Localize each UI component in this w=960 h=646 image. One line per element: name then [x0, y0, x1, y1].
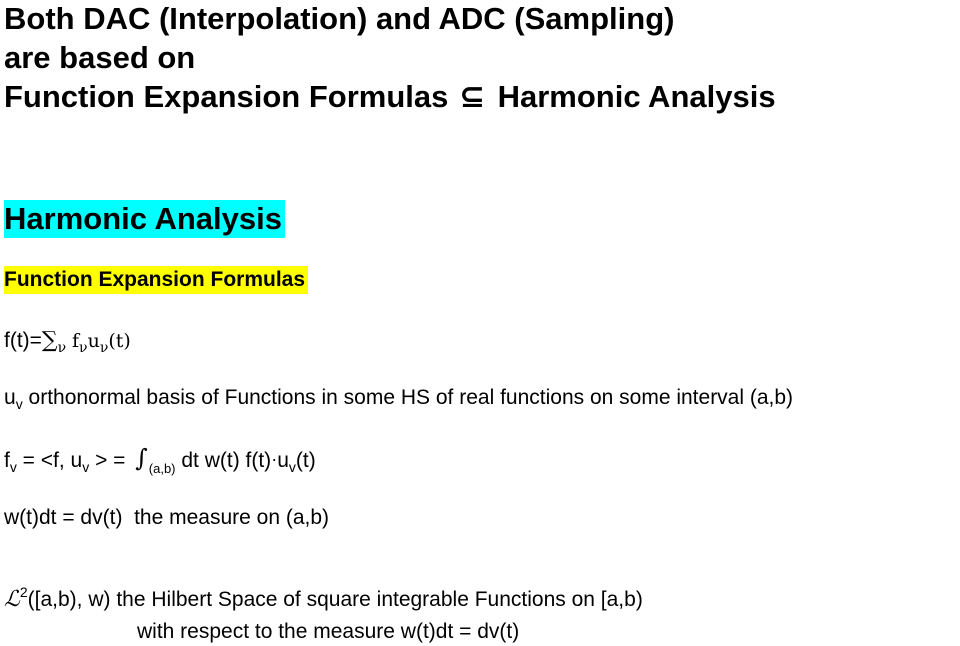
coefficient-formula — [4, 444, 316, 475]
title-line-3-right: Harmonic Analysis — [497, 79, 776, 114]
basis-index: ν — [99, 340, 109, 356]
hilbert-space-text: ([a,b), w) the Hilbert Space of square integrable Functions on [a,b) — [27, 588, 643, 611]
title-line-1: Both DAC (Interpolation) and ADC (Sampling) — [4, 1, 675, 36]
expansion-formula — [4, 327, 131, 355]
coef-mid-1: = <f, u — [16, 449, 83, 472]
l2-superscript: 2 — [19, 584, 28, 600]
formula-arg: (t) — [108, 330, 131, 352]
sum-symbol: ∑ — [41, 328, 58, 353]
coef-index: ν — [79, 340, 88, 356]
coef-u-index: v — [82, 459, 90, 475]
sum-index: ν — [57, 340, 67, 356]
basis-text: orthonormal basis of Functions in some HS of real functions on some interval (a,b) — [22, 386, 794, 409]
measure-line: w(t)dt = dv(t) the measure on (a,b) — [4, 506, 330, 529]
coef-f-index: v — [9, 459, 17, 475]
formula-lhs: f(t)= — [4, 329, 42, 352]
basis-symbol: u — [87, 330, 100, 352]
coef-rest-3: (t) — [295, 449, 316, 472]
integral-symbol: ∫ — [135, 444, 148, 472]
basis-u: u — [4, 386, 16, 409]
script-l-symbol: ℒ — [4, 587, 20, 612]
hilbert-space-line — [4, 586, 643, 614]
coef-rest-index: v — [288, 459, 296, 475]
basis-description — [4, 384, 793, 412]
basis-u-index: v — [15, 396, 23, 412]
harmonic-analysis-heading: Harmonic Analysis — [4, 200, 285, 238]
hilbert-space-line-2: with respect to the measure w(t)dt = dv(t) — [137, 620, 520, 643]
integral-domain: (a,b) — [148, 461, 176, 476]
coef-symbol: f — [72, 330, 80, 352]
subset-symbol: ⊆ — [459, 79, 485, 114]
dot-operator: · — [271, 449, 278, 469]
coef-rest-2: u — [277, 449, 289, 472]
title-line-2: are based on — [4, 40, 196, 75]
function-expansion-heading: Function Expansion Formulas — [4, 266, 308, 294]
coef-f: f — [4, 449, 10, 472]
coef-rest-1: dt w(t) f(t) — [175, 449, 272, 472]
title-line-3 — [4, 78, 776, 116]
coef-mid-2: > = — [89, 449, 132, 472]
title-line-3-left: Function Expansion Formulas — [4, 79, 449, 114]
